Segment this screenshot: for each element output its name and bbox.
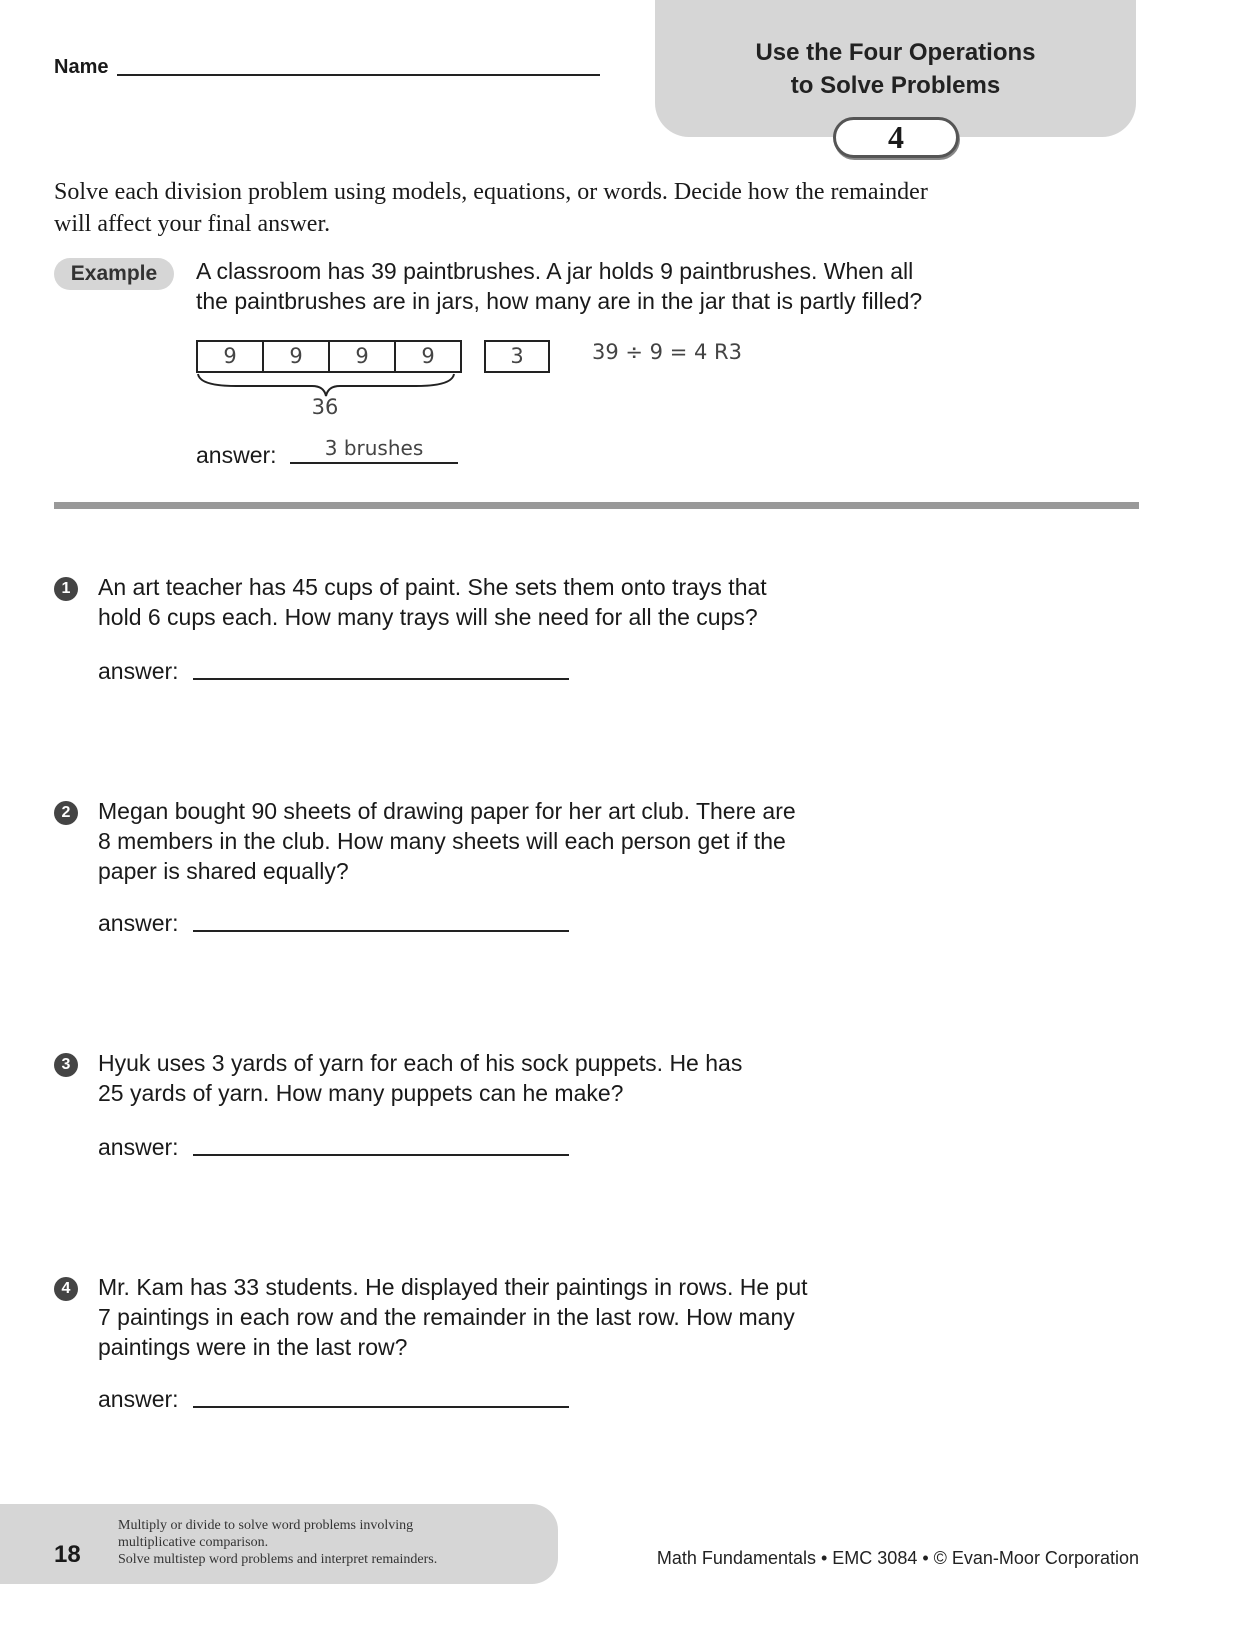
problem-number: 1 [54,577,78,601]
answer-line[interactable] [193,930,569,932]
answer-line[interactable] [193,678,569,680]
answer-label: answer: [98,910,179,936]
example-tag: Example [54,258,174,290]
directions-line-1: Solve each division problem using models, equations, or words. Decide how the remainder [54,179,928,205]
problem-text [98,796,838,886]
standards-note [118,1517,538,1568]
standard-line: Solve multistep word problems and interpret remainders. [118,1552,438,1567]
bar-model [196,340,462,373]
page-title [655,36,1136,102]
problem-number: 2 [54,801,78,825]
model-cell: 9 [330,342,396,371]
problem-number: 4 [54,1277,78,1301]
lesson-number-badge: 4 [833,117,959,158]
answer-line[interactable] [193,1154,569,1156]
problem-line: 25 yards of yarn. How many puppets can he make? [98,1080,624,1106]
problem-line: Mr. Kam has 33 students. He displayed their paintings in rows. He put [98,1274,808,1300]
answer-label: answer: [98,1386,179,1412]
problem-text [98,572,838,632]
directions-line-2: will affect your final answer. [54,211,331,237]
title-line-2: to Solve Problems [790,72,1001,99]
problem-4 [54,1272,834,1422]
problem-1 [54,572,834,692]
directions [54,176,1054,240]
publisher-credit: Math Fundamentals • EMC 3084 • © Evan-Moor Corporation [656,1548,1139,1568]
problem-line: Hyuk uses 3 yards of yarn for each of his sock puppets. He has [98,1050,743,1076]
example-answer-label: answer: [196,442,277,468]
problem-line: paintings were in the last row? [98,1334,408,1360]
problem-number: 3 [54,1053,78,1077]
problem-line: Megan bought 90 sheets of drawing paper for her art club. There are [98,798,796,824]
problem-line: hold 6 cups each. How many trays will she need for all the cups? [98,604,758,630]
problem-2 [54,796,834,946]
problem-line: An art teacher has 45 cups of paint. She sets them onto trays that [98,574,767,600]
problem-3 [54,1048,834,1168]
problem-line: 8 members in the club. How many sheets will each person get if the [98,828,786,854]
answer-label: answer: [98,1134,179,1160]
answer-line[interactable] [193,1406,569,1408]
problem-line: 7 paintings in each row and the remainder in the last row. How many [98,1304,795,1330]
section-divider [54,502,1139,509]
problem-text [98,1272,838,1362]
standard-line: multiplicative comparison. [118,1535,269,1550]
model-cell: 9 [421,344,435,368]
standard-line: Multiply or divide to solve word problems involving [118,1518,414,1533]
name-label: Name [54,56,109,78]
example-line-2: the paintbrushes are in jars, how many are in the jar that is partly filled? [196,288,923,314]
remainder-box: 3 [484,340,550,373]
brace-total: 36 [311,395,339,419]
example-equation: 39 ÷ 9 = 4 R3 [592,340,742,364]
problem-line: paper is shared equally? [98,858,349,884]
problem-text [98,1048,838,1108]
example-text [196,256,976,316]
example-answer-value: 3 brushes [324,436,424,460]
page-number: 18 [54,1541,81,1568]
title-line-1: Use the Four Operations [755,39,1036,66]
example-answer-line [290,462,458,464]
model-cell: 9 [264,342,330,371]
model-cell: 9 [198,342,264,371]
example-line-1: A classroom has 39 paintbrushes. A jar holds 9 paintbrushes. When all [196,258,914,284]
answer-label: answer: [98,658,179,684]
name-input-line[interactable] [117,74,600,76]
